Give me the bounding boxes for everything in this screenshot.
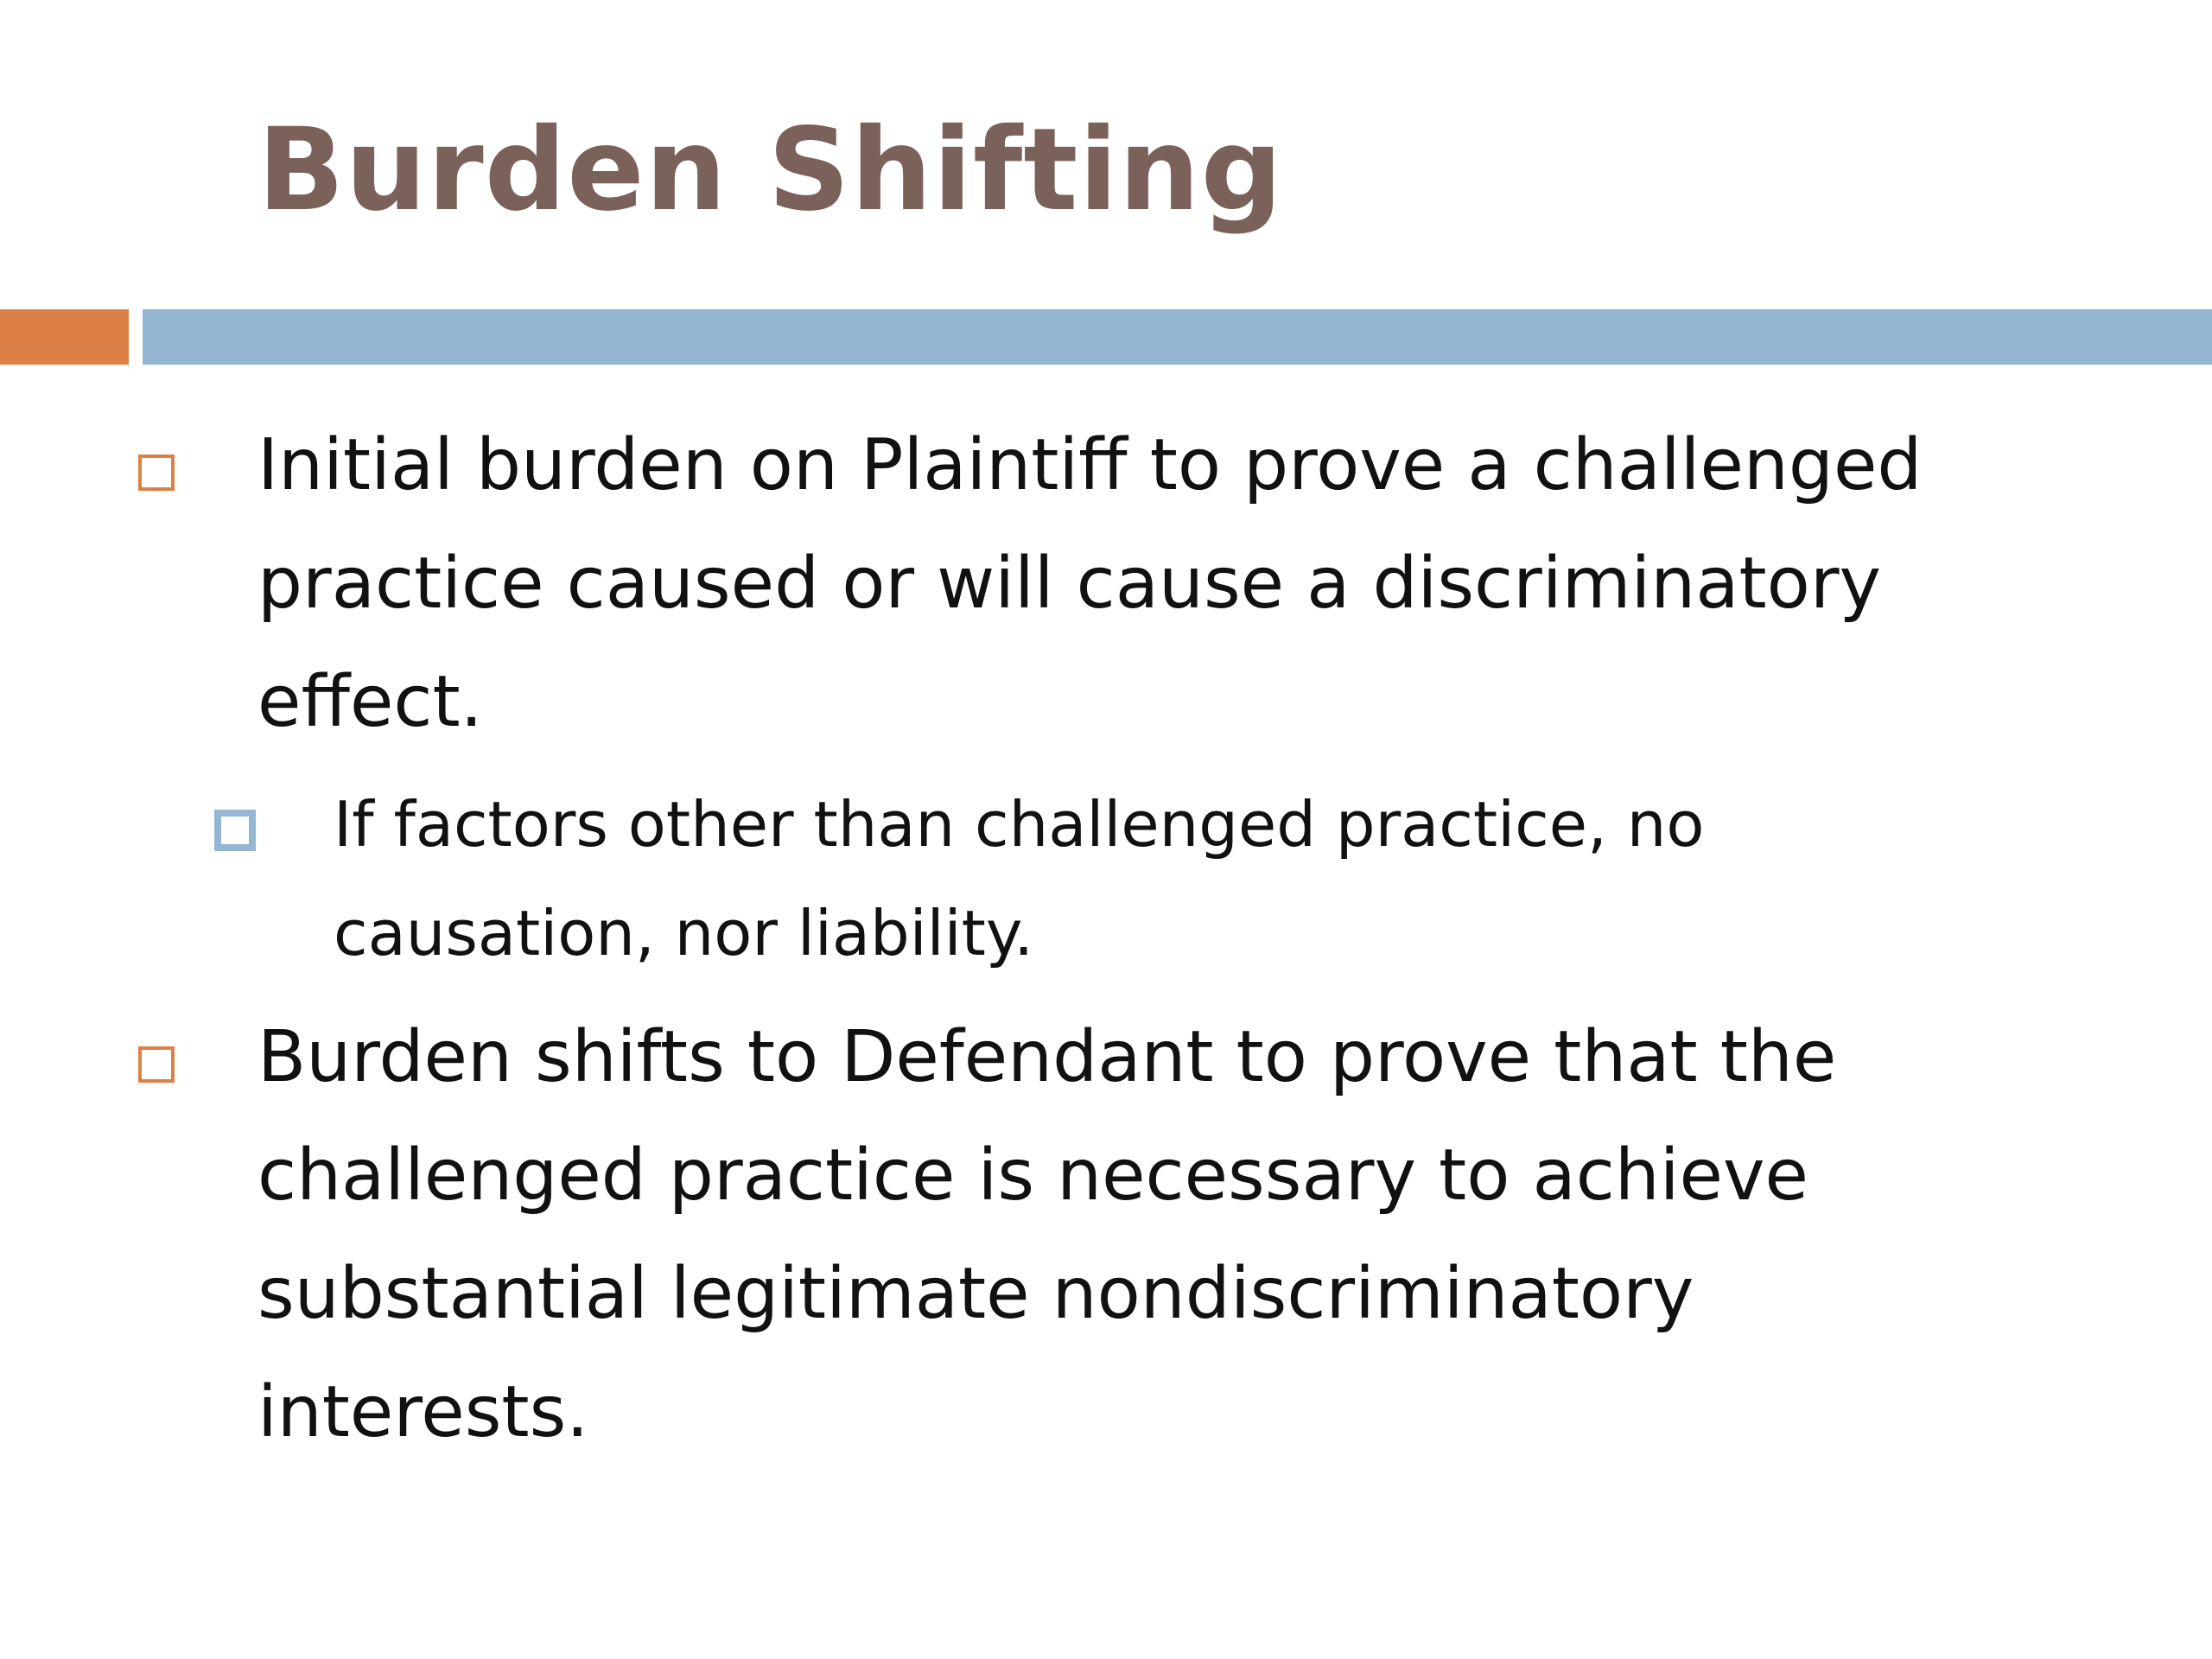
accent-bar-blue — [143, 309, 2212, 365]
hollow-square-icon — [138, 454, 175, 491]
bullet-item — [0, 406, 2212, 761]
bullet-list — [0, 406, 2212, 1471]
sub-bullet-text: If factors other than challenged practice, no causation, nor liability. — [334, 788, 1705, 969]
accent-bar-orange — [0, 309, 129, 365]
bullet-text: Burden shifts to Defendant to prove that the challenged practice is necessary to achieve substantial legitimate nondiscriminatory interests. — [257, 1016, 1837, 1453]
sub-bullet-item — [0, 770, 2212, 988]
hollow-square-icon — [138, 1046, 175, 1083]
slide-title: Burden Shifting — [257, 104, 1284, 237]
bullet-text: Initial burden on Plaintiff to prove a challenged practice caused or will cause a discriminatory effect. — [257, 424, 1923, 743]
bullet-item — [0, 998, 2212, 1471]
square-bullet-icon — [214, 810, 256, 851]
